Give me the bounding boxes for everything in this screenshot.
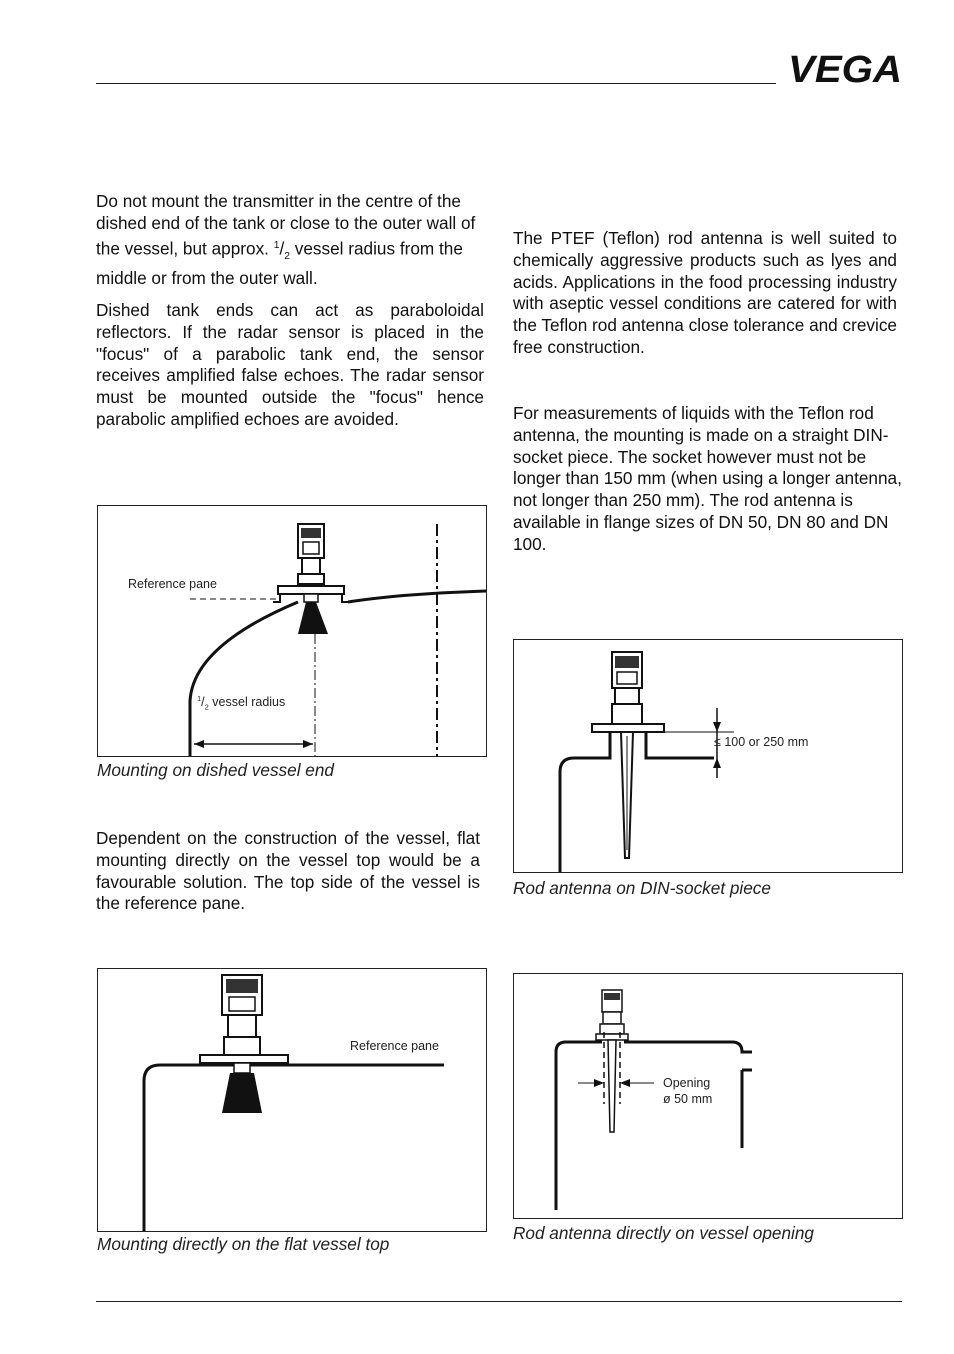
paragraph-dished-end: Do not mount the transmitter in the centre of the dished end of the tank or close to the outer wall of the vessel, but approx. $^1/_2$ vessel radius from the middle or from the outer wall.: [96, 191, 476, 288]
label-reference-pane: Reference pane: [128, 577, 217, 591]
figure-din-socket: [513, 639, 903, 873]
label-socket-length: ≤ 100 or 250 mm: [714, 735, 809, 749]
label-vessel-radius: $^1/_2$ vessel radius: [197, 694, 286, 712]
figure-dished-vessel-end: [97, 505, 487, 757]
caption-vessel-opening: Rod antenna directly on vessel opening: [513, 1223, 814, 1243]
caption-flat-vessel-top: Mounting directly on the flat vessel top: [97, 1234, 390, 1254]
svg-text:VEGA: VEGA: [788, 52, 902, 84]
paragraph-din-socket: For measurements of liquids with the Teflon rod antenna, the mounting is made on a straight DIN-socket piece. The socket however must not be longer than 150 mm (when using a longer antenna, not longer than 250 mm). The rod antenna is available in flange sizes of DN 50, DN 80 and DN 100.: [513, 403, 902, 554]
label-opening: Opening: [663, 1076, 711, 1090]
label-reference-pane-flat: Reference pane: [350, 1039, 439, 1053]
paragraph-flat-mounting: Dependent on the construction of the vessel, flat mounting directly on the vessel top would be a favourable solution. The top side of the vessel is the reference pane.: [96, 828, 480, 914]
paragraph-paraboloidal: Dished tank ends can act as paraboloidal reflectors. If the radar sensor is placed in the "focus" of a parabolic tank end, the sensor receives amplified false echoes. The radar sensor must be mounted outside the "focus" hence parabolic amplified echoes are avoided.: [96, 300, 484, 429]
header-rule: [96, 83, 776, 84]
paragraph-ptef-rod-antenna: The PTEF (Teflon) rod antenna is well suited to chemically aggressive products such as lyes and acids. Applications in the food processing industry with aseptic vessel conditions are catered for with the Teflon rod antenna close tolerance and crevice free construction.: [513, 228, 897, 357]
vega-logo: [788, 52, 902, 84]
figure-flat-vessel-top: [97, 968, 487, 1232]
caption-dished-vessel-end: Mounting on dished vessel end: [97, 760, 334, 780]
figure-vessel-opening: [513, 973, 903, 1219]
footer-rule: [96, 1301, 902, 1302]
caption-din-socket: Rod antenna on DIN-socket piece: [513, 878, 771, 898]
label-opening-diameter: ø 50 mm: [663, 1092, 713, 1106]
